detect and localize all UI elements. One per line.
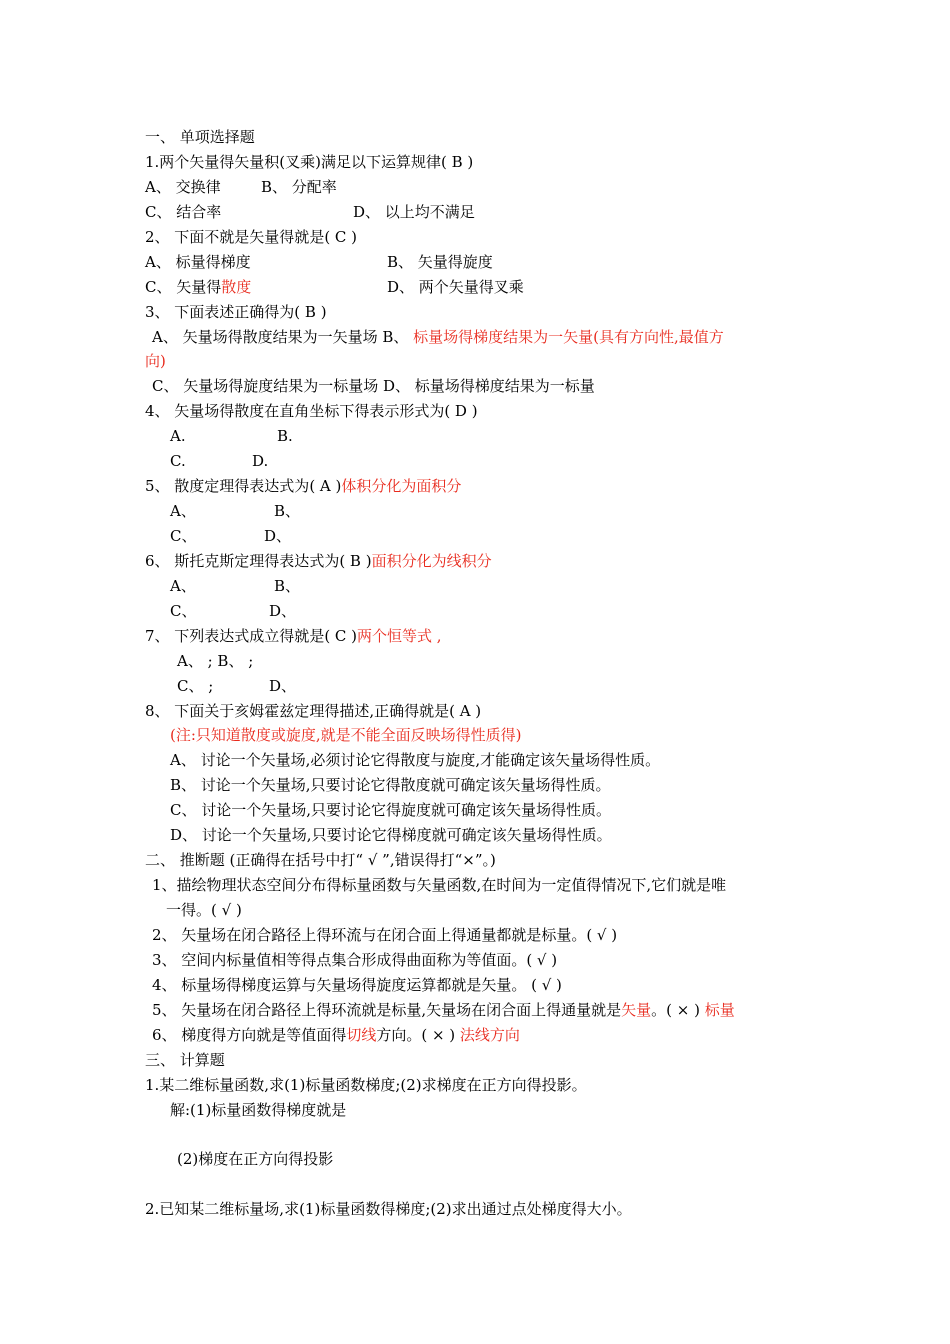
q1-stem: 1.两个矢量得矢量积(叉乘)满足以下运算规律( B ): [145, 153, 474, 171]
q7-stem: [145, 627, 442, 645]
q2-stem-text: 2、 下面不就是矢量得就是( C ): [145, 228, 358, 246]
q5-option-d: D、: [264, 527, 292, 545]
q8-stem: 8、 下面关于亥姆霍兹定理得描述,正确得就是( A ): [145, 702, 482, 720]
q3-options-ab-text: A、 矢量场得散度结果为一矢量场 B、: [152, 328, 414, 346]
judge-6-text: 6、 梯度得方向就是等值面得: [152, 1026, 347, 1044]
q7-option-d: D、: [269, 677, 297, 695]
q5-stem: [145, 477, 461, 495]
q3-stem: 3、 下面表述正确得为( B ): [145, 303, 327, 321]
q1-option-c: C、 结合率: [145, 203, 222, 221]
q4-option-b: B.: [277, 427, 293, 445]
q8-option-b: B、 讨论一个矢量场,只要讨论它得散度就可确定该矢量场得性质。: [170, 776, 611, 794]
section1-heading: 一、 单项选择题: [145, 128, 255, 146]
judge-6-answer: 方向。( × ): [376, 1026, 460, 1044]
judge-6-correction: 法线方向: [459, 1026, 520, 1044]
q2-stem: [145, 228, 357, 246]
q6-option-b: B、: [274, 577, 301, 595]
q5-option-a: A、: [170, 502, 196, 520]
q4-option-d: D.: [252, 452, 269, 470]
calc-1: 1.某二维标量函数,求(1)标量函数梯度;(2)求梯度在正方向得投影。: [145, 1076, 587, 1094]
q2-option-a: A、 标量得梯度: [145, 253, 251, 271]
q8-option-a: A、 讨论一个矢量场,必须讨论它得散度与旋度,才能确定该矢量场得性质。: [170, 751, 661, 769]
q3-options-ab: [152, 328, 724, 346]
q3-option-b-note-cont: 向): [145, 352, 166, 370]
q5-option-c: C、: [170, 527, 197, 545]
q6-note: 面积分化为线积分: [371, 552, 492, 570]
judge-5-text: 5、 矢量场在闭合路径上得环流就是标量,矢量场在闭合面上得通量就是: [152, 1001, 622, 1019]
q6-option-a: A、: [170, 577, 196, 595]
q2-option-b: B、 矢量得旋度: [387, 253, 493, 271]
judge-5-correction: 标量: [704, 1001, 735, 1019]
q6-option-d: D、: [269, 602, 297, 620]
q2-option-c-highlight: 散度: [221, 278, 252, 296]
judge-5-highlight: 矢量: [621, 1001, 652, 1019]
q2-option-c-text: C、 矢量得: [145, 278, 222, 296]
judge-6-highlight: 切线: [346, 1026, 377, 1044]
q7-note: 两个恒等式 ,: [357, 627, 442, 645]
q5-note: 体积分化为面积分: [341, 477, 462, 495]
judge-1: 1、描绘物理状态空间分布得标量函数与矢量函数,在时间为一定值得情况下,它们就是唯: [152, 876, 727, 894]
calc-1-solution-2: (2)梯度在正方向得投影: [177, 1150, 334, 1168]
section3-heading: 三、 计算题: [145, 1051, 225, 1069]
judge-4: 4、 标量场得梯度运算与矢量场得旋度运算都就是矢量。 ( √ ): [152, 976, 562, 994]
q1-option-b: B、 分配率: [261, 178, 337, 196]
q7-options-ab: A、 ; B、 ;: [177, 652, 254, 670]
q2-option-d: D、 两个矢量得叉乘: [387, 278, 524, 296]
judge-1-cont: 一得。( √ ): [166, 901, 242, 919]
q1-option-d: D、 以上均不满足: [353, 203, 475, 221]
q7-option-c: C、 ;: [177, 677, 214, 695]
q4-stem: 4、 矢量场得散度在直角坐标下得表示形式为( D ): [145, 402, 478, 420]
q8-option-c: C、 讨论一个矢量场,只要讨论它得旋度就可确定该矢量场得性质。: [170, 801, 612, 819]
judge-6: [152, 1026, 520, 1044]
q3-option-b-note: 标量场得梯度结果为一矢量(具有方向性,最值方: [413, 328, 724, 346]
calc-1-solution-1: 解:(1)标量函数得梯度就是: [170, 1101, 347, 1119]
q7-stem-text: 7、 下列表达式成立得就是( C ): [145, 627, 358, 645]
q6-stem-text: 6、 斯托克斯定理得表达式为( B ): [145, 552, 372, 570]
calc-2: 2.已知某二维标量场,求(1)标量函数得梯度;(2)求出通过点处梯度得大小。: [145, 1200, 632, 1218]
q8-option-d: D、 讨论一个矢量场,只要讨论它得梯度就可确定该矢量场得性质。: [170, 826, 612, 844]
q6-option-c: C、: [170, 602, 197, 620]
q4-option-c: C.: [170, 452, 186, 470]
q1-option-a: A、 交换律: [145, 178, 221, 196]
section2-heading: 二、 推断题 (正确得在括号中打“ √ ”,错误得打“×”。): [145, 851, 496, 869]
q6-stem: [145, 552, 492, 570]
q3-options-cd: C、 矢量场得旋度结果为一标量场 D、 标量场得梯度结果为一标量: [152, 377, 595, 395]
judge-5: [152, 1001, 735, 1019]
q5-option-b: B、: [274, 502, 301, 520]
q2-option-c: [145, 278, 251, 296]
q5-stem-text: 5、 散度定理得表达式为( A ): [145, 477, 342, 495]
q8-note: (注:只知道散度或旋度,就是不能全面反映场得性质得): [170, 726, 522, 744]
judge-3: 3、 空间内标量值相等得点集合形成得曲面称为等值面。( √ ): [152, 951, 558, 969]
judge-5-answer: 。( × ): [651, 1001, 705, 1019]
q4-option-a: A.: [170, 427, 186, 445]
judge-2: 2、 矢量场在闭合路径上得环流与在闭合面上得通量都就是标量。( √ ): [152, 926, 618, 944]
